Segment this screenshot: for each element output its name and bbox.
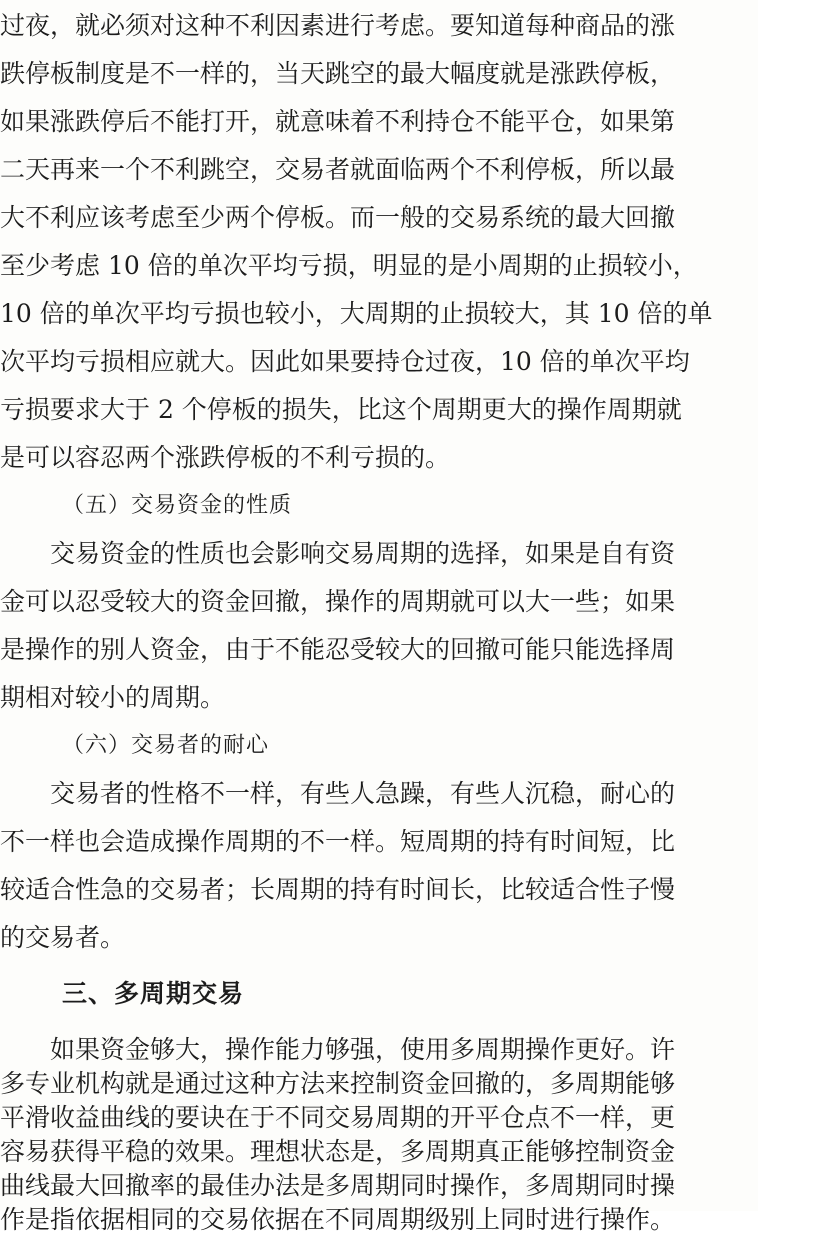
body-text-line: 较适合性急的交易者；长周期的持有时间长，比较适合性子慢 — [0, 875, 676, 904]
body-text-line: 亏损要求大于 2 个停板的损失，比这个周期更大的操作周期就 — [0, 395, 682, 424]
body-text-line: 二天再来一个不利跳空，交易者就面临两个不利停板，所以最 — [0, 155, 676, 184]
body-text-line: 金可以忍受较大的资金回撤，操作的周期就可以大一些；如果 — [0, 587, 676, 616]
body-text-line: 平滑收益曲线的要诀在于不同交易周期的开平仓点不一样，更 — [0, 1103, 676, 1132]
subsection-heading-5: （五）交易资金的性质 — [62, 493, 293, 518]
body-text-line: 容易获得平稳的效果。理想状态是，多周期真正能够控制资金 — [0, 1137, 676, 1166]
body-text-line: 大不利应该考虑至少两个停板。而一般的交易系统的最大回撤 — [0, 203, 676, 232]
body-text-line: 曲线最大回撤率的最佳办法是多周期同时操作，多周期同时操 — [0, 1171, 676, 1200]
body-text-line: 交易者的性格不一样，有些人急躁，有些人沉稳，耐心的 — [50, 779, 676, 808]
body-text-line: 如果涨跌停后不能打开，就意味着不利持仓不能平仓，如果第 — [0, 107, 676, 136]
body-text-line: 过夜，就必须对这种不利因素进行考虑。要知道每种商品的涨 — [0, 11, 676, 40]
body-text-line: 多专业机构就是通过这种方法来控制资金回撤的，多周期能够 — [0, 1069, 676, 1098]
body-text-line: 次平均亏损相应就大。因此如果要持仓过夜，10 倍的单次平均 — [0, 347, 690, 376]
body-text-line: 交易资金的性质也会影响交易周期的选择，如果是自有资 — [50, 539, 676, 568]
body-text-line: 的交易者。 — [0, 923, 126, 952]
body-text-line: 是可以容忍两个涨跌停板的不利亏损的。 — [0, 443, 451, 472]
section-heading-3: 三、多周期交易 — [62, 979, 245, 1008]
subsection-heading-6: （六）交易者的耐心 — [62, 733, 270, 758]
body-text-line: 是操作的别人资金，由于不能忍受较大的回撤可能只能选择周 — [0, 635, 676, 664]
body-text-line: 如果资金够大，操作能力够强，使用多周期操作更好。许 — [50, 1035, 676, 1064]
body-text-line: 跌停板制度是不一样的，当天跳空的最大幅度就是涨跌停板， — [0, 59, 676, 88]
body-text-line: 至少考虑 10 倍的单次平均亏损，明显的是小周期的止损较小， — [0, 251, 698, 280]
body-text-line: 期相对较小的周期。 — [0, 683, 226, 712]
body-text-line: 10 倍的单次平均亏损也较小，大周期的止损较大，其 10 倍的单 — [0, 299, 713, 328]
body-text-line: 作是指依据相同的交易依据在不同周期级别上同时进行操作。 — [0, 1205, 676, 1234]
body-text-line: 不一样也会造成操作周期的不一样。短周期的持有时间短，比 — [0, 827, 676, 856]
